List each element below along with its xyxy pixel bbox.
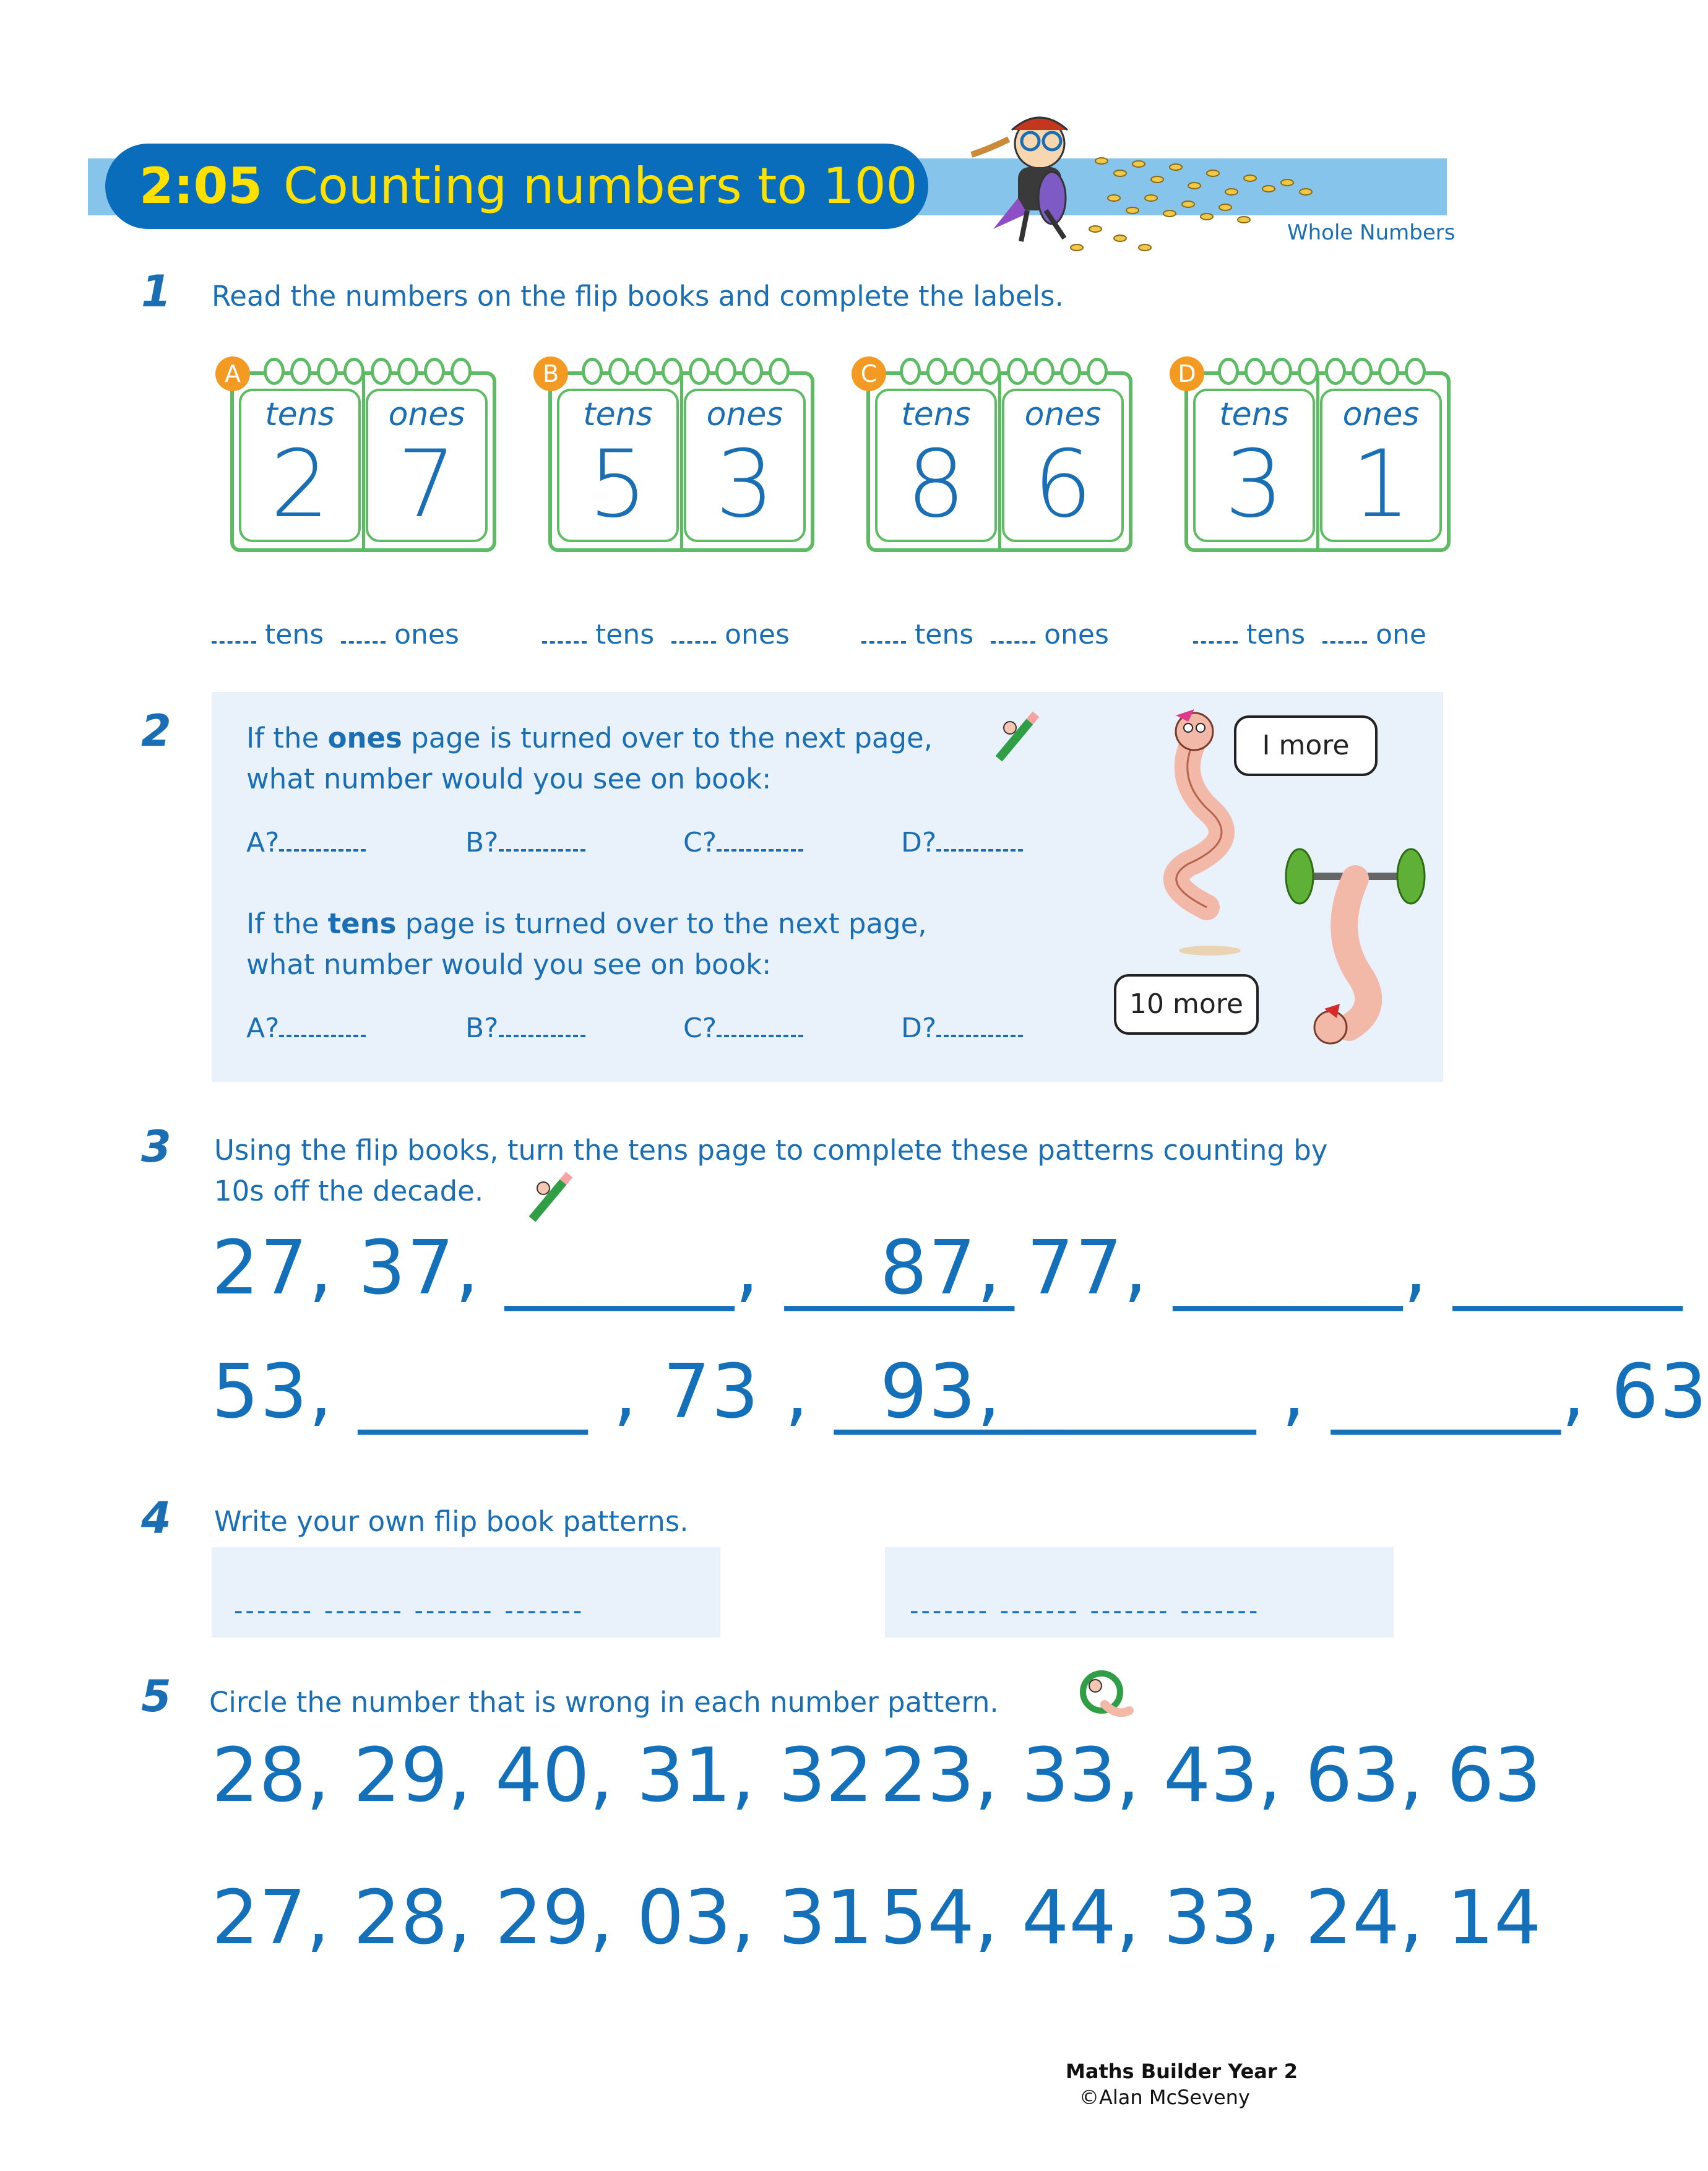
label-row-c: tens ones <box>861 619 1109 650</box>
answer-blank[interactable] <box>671 639 716 644</box>
tens-digit: 8 <box>906 431 966 538</box>
book-rings <box>582 358 790 387</box>
book-rings <box>1218 358 1426 387</box>
question-number-5: 5 <box>141 1671 171 1722</box>
wrong-pattern-2[interactable]: 23, 33, 43, 63, 63 <box>880 1733 1542 1819</box>
flip-book-a <box>225 360 496 552</box>
answer-blank[interactable] <box>212 639 256 644</box>
book-letter-badge: D <box>1170 356 1204 391</box>
section-tag: Whole Numbers <box>1287 220 1456 245</box>
pattern-box-right[interactable]: ------- ------- ------- ------- <box>885 1547 1394 1638</box>
ones-page[interactable]: ones 6 <box>1002 389 1124 542</box>
tens-answer-b[interactable]: B? <box>465 1012 585 1044</box>
tens-digit: 3 <box>1224 431 1284 538</box>
answer-blank[interactable] <box>991 639 1035 644</box>
question-number-1: 1 <box>141 266 171 317</box>
pencil-worm-icon <box>520 1170 576 1225</box>
ones-digit: 3 <box>715 431 775 538</box>
worm-weightlifting-icon <box>1275 842 1436 1046</box>
wrong-pattern-1[interactable]: 28, 29, 40, 31, 32 <box>212 1733 873 1819</box>
tens-page[interactable]: tens 5 <box>557 389 679 542</box>
label-row-a: tens ones <box>212 619 459 650</box>
question-number-4: 4 <box>141 1493 171 1543</box>
tens-answer-a[interactable]: A? <box>246 1012 366 1044</box>
title-banner <box>105 144 928 229</box>
girl-illustration-icon <box>934 105 1331 266</box>
page-title: Counting numbers to 100 <box>283 157 918 215</box>
tens-answer-c[interactable]: C? <box>683 1012 803 1044</box>
question-3-line2: 10s off the decade. <box>214 1175 484 1207</box>
answer-blank[interactable] <box>341 639 386 644</box>
ones-answer-a[interactable]: A? <box>246 827 366 858</box>
pattern-4[interactable]: 93, ______ , ______, 63 <box>880 1349 1708 1435</box>
question-2-ones-line2: what number would you see on book: <box>246 762 772 795</box>
pattern-2[interactable]: 87, 77, ______, ______ <box>880 1225 1684 1311</box>
question-2-tens-line2: what number would you see on book: <box>246 948 772 981</box>
label-row-b: tens ones <box>542 619 790 650</box>
pencil-worm-icon <box>986 709 1042 765</box>
answer-blank[interactable] <box>861 639 906 644</box>
question-1-instruction: Read the numbers on the flip books and complete the labels. <box>212 280 1064 313</box>
question-number-2: 2 <box>141 706 171 756</box>
ones-page[interactable]: ones 3 <box>684 389 806 542</box>
question-number-3: 3 <box>141 1121 171 1172</box>
answer-blank[interactable] <box>1193 639 1238 644</box>
ones-digit: 6 <box>1033 431 1093 538</box>
answer-blank[interactable] <box>542 639 587 644</box>
bubble-ten-more: 10 more <box>1114 974 1259 1035</box>
question-3-line1: Using the flip books, turn the tens page to complete these patterns counting by <box>214 1134 1328 1167</box>
wrong-pattern-3[interactable]: 27, 28, 29, 03, 31 <box>212 1875 873 1961</box>
question-2-ones-line1: If the ones page is turned over to the next page, <box>246 722 933 754</box>
bubble-one-more: I more <box>1234 715 1378 776</box>
flip-book-c <box>860 360 1132 552</box>
wrong-pattern-4[interactable]: 54, 44, 33, 24, 14 <box>880 1875 1542 1961</box>
lesson-number: 2:05 <box>139 157 262 215</box>
ones-answer-d[interactable]: D? <box>901 827 1023 858</box>
ones-digit: 1 <box>1351 431 1411 538</box>
question-4-instruction: Write your own flip book patterns. <box>214 1505 689 1538</box>
book-letter-badge: A <box>215 356 250 391</box>
ones-answer-c[interactable]: C? <box>683 827 803 858</box>
pattern-1[interactable]: 27, 37, ______, ______ <box>212 1225 1016 1311</box>
tens-answer-d[interactable]: D? <box>901 1012 1023 1044</box>
book-rings <box>264 358 472 387</box>
pattern-box-left[interactable]: ------- ------- ------- ------- <box>212 1547 720 1638</box>
question-5-instruction: Circle the number that is wrong in each number pattern. <box>209 1686 999 1719</box>
label-row-d: tens one <box>1193 619 1426 650</box>
flip-book-d <box>1178 360 1451 552</box>
answer-blank[interactable] <box>1322 639 1367 644</box>
book-rings <box>900 358 1108 387</box>
tens-digit: 5 <box>588 431 648 538</box>
question-2-tens-line1: If the tens page is turned over to the next page, <box>246 907 927 940</box>
tens-page[interactable]: tens 8 <box>875 389 997 542</box>
footer-book-title: Maths Builder Year 2 <box>1066 2060 1298 2083</box>
ones-page[interactable]: ones 7 <box>366 389 488 542</box>
tens-page[interactable]: tens 2 <box>239 389 361 542</box>
pattern-3[interactable]: 53, ______ , 73 , ______ <box>212 1349 1065 1435</box>
tens-digit: 2 <box>270 431 330 538</box>
ones-digit: 7 <box>397 431 457 538</box>
footer-author: ©Alan McSeveny <box>1079 2086 1250 2109</box>
ones-answer-b[interactable]: B? <box>465 827 585 858</box>
tens-page[interactable]: tens 3 <box>1193 389 1315 542</box>
flip-book-b <box>542 360 814 552</box>
book-letter-badge: B <box>533 356 568 391</box>
ones-page[interactable]: ones 1 <box>1320 389 1442 542</box>
circle-worm-icon <box>1071 1667 1139 1723</box>
book-letter-badge: C <box>852 356 886 391</box>
